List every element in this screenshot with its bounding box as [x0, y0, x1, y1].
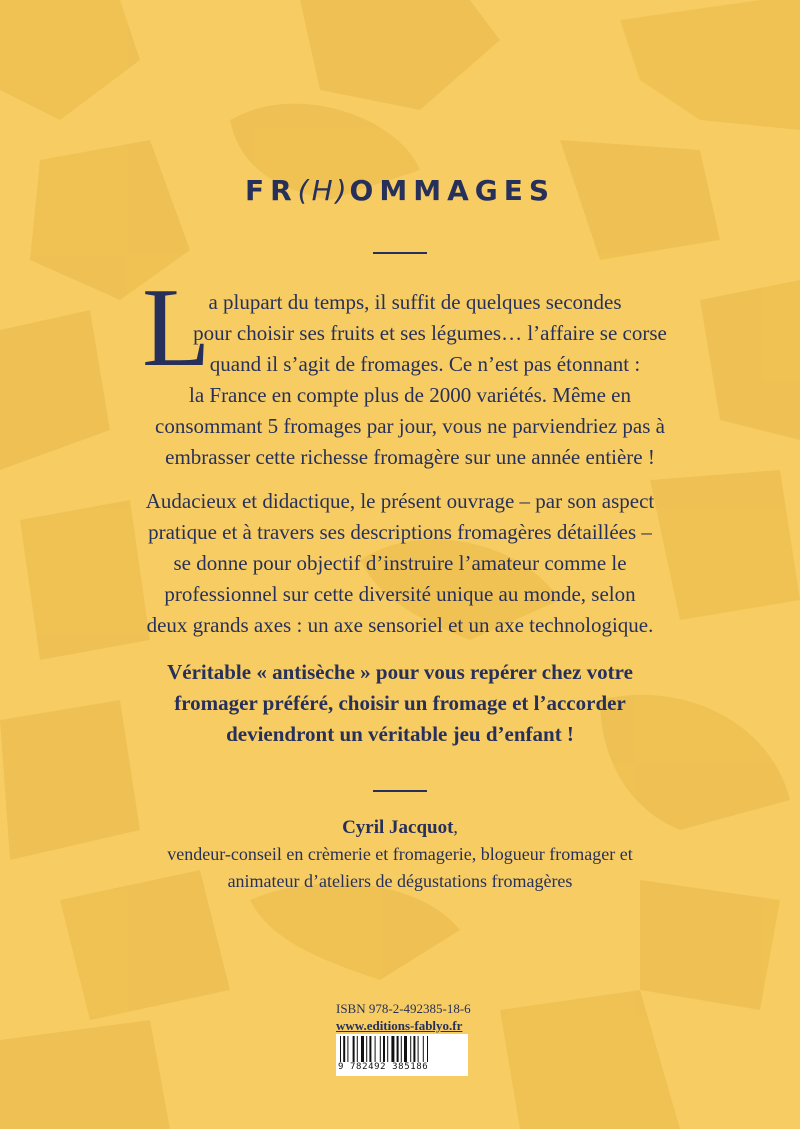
highlight-line: deviendront un véritable jeu d’enfant ! [226, 722, 574, 746]
barcode-bar [387, 1036, 388, 1062]
title-suffix: OMMAGES [349, 174, 556, 207]
book-title [0, 174, 800, 207]
drop-cap: L [142, 266, 211, 390]
intro-line: embrasser cette richesse fromagère sur une année entière ! [165, 445, 655, 469]
divider-top [373, 252, 427, 254]
isbn-block [336, 1000, 476, 1034]
intro-paragraph [150, 287, 670, 473]
barcode-bar [391, 1036, 394, 1062]
barcode-bar [366, 1036, 367, 1062]
publisher-website-link[interactable]: www.editions-fablyo.fr [336, 1018, 463, 1033]
title-prefix: FR [244, 174, 298, 207]
highlight-line: Véritable « antisèche » pour vous repérer chez votre [167, 660, 633, 684]
barcode-bar [340, 1036, 341, 1062]
barcode-bar [369, 1036, 371, 1062]
intro-line: quand il s’agit de fromages. Ce n’est pas étonnant : [209, 352, 641, 376]
highlight-line: fromager préféré, choisir un fromage et l’accorder [174, 691, 626, 715]
divider-bottom [373, 790, 427, 792]
barcode-bar [397, 1036, 399, 1062]
barcode-bar [404, 1036, 407, 1062]
title-middle: (H) [297, 174, 350, 207]
highlight-paragraph [110, 657, 690, 750]
barcode-bar [357, 1036, 358, 1062]
author-bio-line: animateur d’ateliers de dégustations fromagères [227, 871, 573, 891]
barcode-bar [380, 1036, 381, 1062]
description-line: Audacieux et didactique, le présent ouvrage – par son aspect [145, 489, 655, 513]
author-name: Cyril Jacquot [342, 817, 454, 838]
barcode-bar [343, 1036, 345, 1062]
barcode-bar [353, 1036, 355, 1062]
description-line: deux grands axes : un axe sensoriel et un axe technologique. [146, 613, 654, 637]
barcode-bar [347, 1036, 348, 1062]
intro-line: a plupart du temps, il suffit de quelques secondes [208, 290, 622, 314]
barcode-bar [401, 1036, 402, 1062]
barcode-bar [418, 1036, 419, 1062]
barcode-bar [410, 1036, 411, 1062]
barcode-bar [413, 1036, 415, 1062]
intro-line: consommant 5 fromages par jour, vous ne parviendriez pas à [155, 414, 665, 438]
barcode-bar [361, 1036, 364, 1062]
barcode-bar [423, 1036, 424, 1062]
description-line: se donne pour objectif d’instruire l’amateur comme le [173, 551, 627, 575]
description-paragraph [110, 486, 690, 641]
barcode-bar [427, 1036, 428, 1062]
barcode-digits: 9 782492 385186 [338, 1062, 429, 1072]
author-bio-line: vendeur-conseil en crèmerie et fromagerie, blogueur fromager et [167, 844, 633, 864]
barcode-bar [383, 1036, 385, 1062]
intro-line: la France en compte plus de 2000 variétés. Même en [188, 383, 631, 407]
author-block: Cyril Jacquot, vendeur-conseil en crèmerie et fromagerie, blogueur fromager et animateur d’ateliers de dégustations fromagères [100, 814, 700, 895]
description-line: professionnel sur cette diversité unique au monde, selon [164, 582, 636, 606]
barcode-bar [375, 1036, 376, 1062]
isbn-number: ISBN 978-2-492385-18-6 [336, 1001, 471, 1016]
description-line: pratique et à travers ses descriptions fromagères détaillées – [148, 520, 652, 544]
intro-line: pour choisir ses fruits et ses légumes… l’affaire se corse [193, 321, 667, 345]
